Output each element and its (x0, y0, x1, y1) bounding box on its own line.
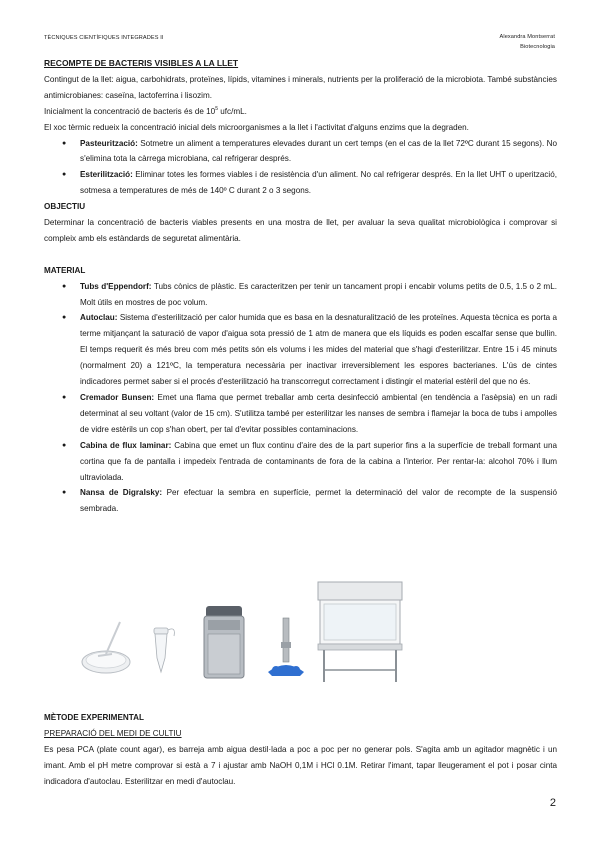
method-section (44, 710, 557, 790)
header-degree: Biotecnologia (520, 44, 555, 50)
section-heading-objectiu: OBJECTIU (44, 202, 86, 212)
intro-paragraph-3: El xoc tèrmic redueix la concentració inicial dels microorganismes a la llet i l'activitat d'alguns enzims que la degraden. (44, 122, 469, 132)
list-item: ● Esterilització: Eliminar totes les formes viables i de resistència d'un aliment. No cal refrigerar després. En la llet UHT o uperització, sotmesa a temperatures de més de 140º C durant 2 o 3 segons. (62, 170, 557, 196)
objectiu-text: Determinar la concentració de bacteris viables presents en una mostra de llet, per avaluar la seva qualitat microbiològica i comprovar si compleix amb els estàndards de seguretat alimentària. (44, 218, 557, 243)
material-images (80, 578, 500, 688)
laminar-flow-cabinet-image (314, 578, 406, 686)
list-item: ● Nansa de Digralsky: Per efectuar la sembra en superfície, permet la determinació del valor de recompte de la suspensió sembrada. (62, 488, 558, 514)
intro-paragraph-1: Contingut de la llet: aigua, carbohidrats, proteïnes, lípids, vitamines i minerals, nutrients per la proliferació de la microbiota. També substàncies antimicrobianes: caseïna, lactoferrina i lisozim. (44, 74, 557, 100)
section-heading-material: MATERIAL (44, 265, 86, 275)
petri-dish-spreader-image (80, 618, 142, 678)
list-item: ● Cabina de flux laminar: Cabina que emet un flux continu d'aire des de la part superior fins a la superfície de treball formant una cortina que fa de pantalla i impedeix l'entrada de contaminants de fora de la cabina a l'interior. Per rentar-la: alcohol 70% i llum ultraviolada. (62, 440, 557, 482)
list-item: ● Cremador Bunsen: Emet una flama que permet treballar amb certa desinfecció ambiental (en tendència a l'asèpsia) en un radi determinat al seu voltant (valor de 15 cm). S'utilitza també per esterilitzar les nanses de sembra i flamejar la boca de tubs i ampolles de vidre estèrils un cop s'han obert, per tal d'evitar possibles contaminacions. (62, 393, 557, 434)
bunsen-burner-image (264, 612, 310, 682)
list-item: ● Tubs d'Eppendorf: Tubs cònics de plàstic. Es caracteritzen per tenir un tancament propi i encabir volums petits de 0.5, 1.5 o 2 mL. Molt útils en mostres de poc volum. (62, 281, 557, 307)
document-body (44, 56, 557, 517)
list-item: ● Autoclau: Sistema d'esterilització per calor humida que es basa en la desnaturalització de les proteïnes. Aquesta tècnica es porta a terme mitjançant la saturació de vapor d'aigua sota pressió de 1 atm de manera que els líquids es poden escalfar sense que bullin. El temps requerit és més breu com més petits són els volums i les mides del material que s'hagi d'esterilitzar. Entre 15 i 45 minuts (normalment 20) a 121ºC, la temperatura necessària per inactivar irreversiblement les espores bacterianes. L'ús de cintes indicadores permet saber si el procés d'esterilització ha transcorregut correctament i distingir el material estèril del que no és. (62, 313, 557, 387)
autoclave-image (200, 602, 248, 682)
header-author-name: Alexandra Montserrat (499, 34, 555, 40)
intro-paragraph-2: Inicialment la concentració de bacteris és de $10^5$ ufc/mL. (44, 105, 247, 116)
subsection-heading-medi: PREPARACIÓ DEL MEDI DE CULTIU (44, 728, 182, 738)
page-title: RECOMPTE DE BACTERIS VISIBLES A LA LLET (44, 58, 239, 68)
page-number: 2 (549, 797, 556, 809)
material-list (44, 279, 557, 518)
header-course-title: TÈCNIQUES CIENTÍFIQUES INTEGRADES II (44, 35, 164, 41)
eppendorf-tube-image (146, 622, 178, 680)
section-heading-metode: MÈTODE EXPERIMENTAL (44, 713, 144, 722)
metode-text: Es pesa PCA (plate count agar), es barreja amb aigua destil·lada a poc a poc per no generar pols. S'agita amb un agitador magnètic i un imant. Amb el pH metre comprovar si està a 7 i ajustar amb NaOH 0,1M i HCl 0.1M. Retirar l'imant, tapar lleugerament el pot i posar cinta indicadora d'autoclau. Esterilitzar en medi d'autoclau. (44, 744, 557, 786)
exponent: 5 (215, 105, 218, 112)
header-author (500, 32, 555, 52)
treatment-list (44, 136, 557, 200)
list-item: ● Pasteurització: Sotmetre un aliment a temperatures elevades durant un cert temps (en el cas de la llet 72ºC durant 15 segons). No s'elimina tota la càrrega microbiana, cal refrigerar després. (62, 138, 557, 164)
